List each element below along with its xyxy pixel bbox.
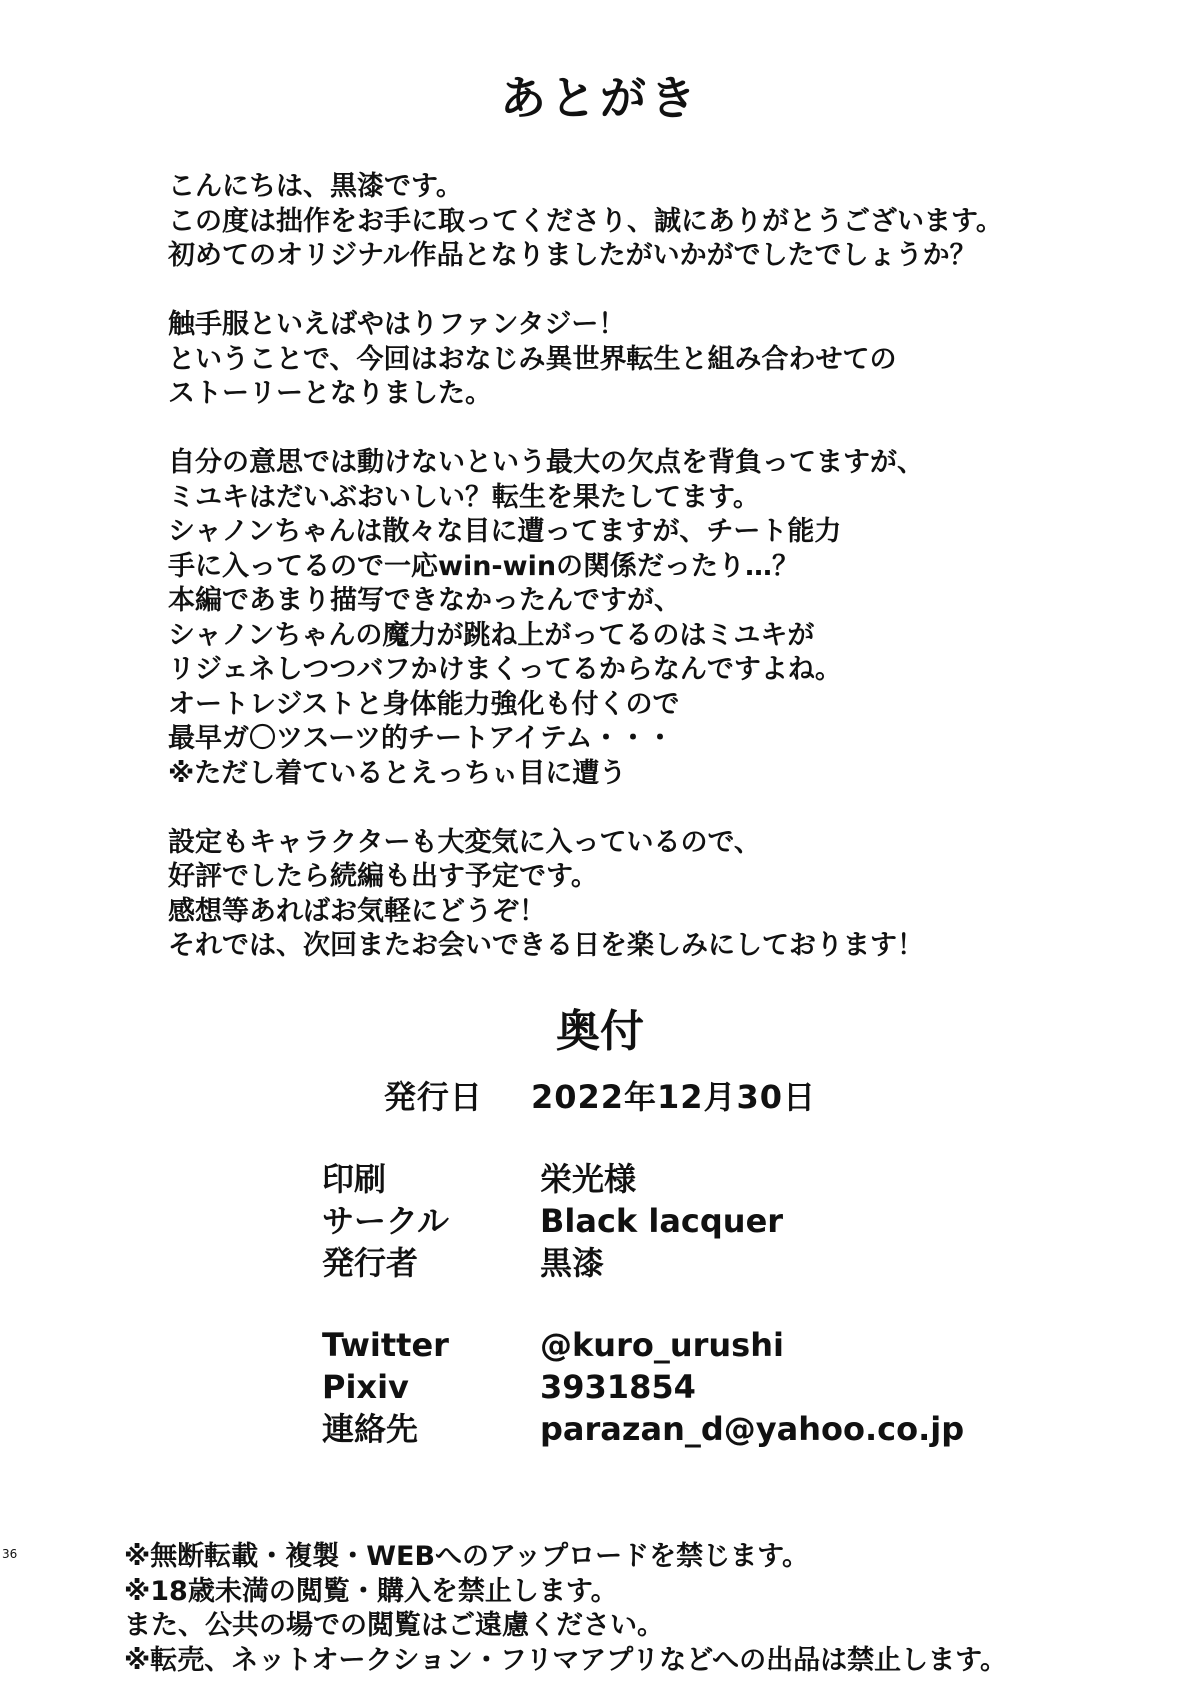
- print-row: [322, 1158, 1022, 1200]
- publisher-row: [322, 1242, 1022, 1284]
- afterword-paragraph: [168, 446, 1068, 791]
- publisher-label: 発行者: [322, 1244, 419, 1282]
- text-line: 好評でしたら続編も出す予定です。: [168, 861, 598, 892]
- contact-label: 連絡先: [322, 1410, 419, 1448]
- text-line: 設定もキャラクターも大変気に入っているので、: [168, 826, 761, 858]
- afterword-body: [168, 170, 1068, 998]
- afterword-paragraph: [168, 308, 1068, 412]
- print-value: 栄光様: [540, 1160, 637, 1198]
- text-line: シャノンちゃんは散々な目に遭ってますが、チート能力: [168, 516, 842, 547]
- text-line: こんにちは、黒漆です。: [168, 171, 463, 202]
- notice-line: ※18歳未満の閲覧・購入を禁止します。: [124, 1575, 618, 1607]
- text-line: 最早ガ〇ツスーツ的チートアイテム・・・: [168, 723, 674, 754]
- pixiv-row: [322, 1366, 1022, 1408]
- contact-value: parazan_d@yahoo.co.jp: [540, 1410, 965, 1448]
- text-line: この度は拙作をお手に取ってくださり、誠にありがとうございます。: [168, 205, 1003, 237]
- pixiv-value: 3931854: [540, 1368, 696, 1406]
- text-line: 初めてのオリジナル作品となりましたがいかがでしたでしょうか？: [168, 240, 977, 271]
- text-line: 感想等あればお気軽にどうぞ！: [168, 895, 546, 927]
- text-line: それでは、次回またお会いできる日を楽しみにしております！: [168, 930, 924, 961]
- notice-line: また、公共の場での閲覧はご遠慮ください。: [124, 1610, 664, 1641]
- text-line: 手に入ってるので一応win-winの関係だったり…？: [168, 550, 800, 582]
- colophon-info: [322, 1158, 1022, 1450]
- afterword-title: あとがき: [500, 71, 700, 125]
- spacer: [322, 1284, 1022, 1324]
- publication-date-value: 2022年12月30日: [530, 1078, 817, 1116]
- text-line: 本編であまり描写できなかったんですが、: [168, 585, 681, 616]
- print-label: 印刷: [322, 1160, 387, 1198]
- afterword-paragraph: [168, 170, 1068, 274]
- text-line: オートレジストと身体能力強化も付くので: [168, 688, 680, 720]
- twitter-value: @kuro_urushi: [540, 1326, 784, 1364]
- text-line: リジェネしつつバフかけまくってるからなんですよね。: [168, 654, 842, 685]
- text-line: 自分の意思では動けないという最大の欠点を背負ってますが、: [168, 447, 924, 478]
- circle-value: Black lacquer: [540, 1202, 784, 1240]
- text-line: ミユキはだいぶおいしい？転生を果たしてます。: [168, 481, 760, 513]
- text-line: シャノンちゃんの魔力が跳ね上がってるのはミユキが: [168, 619, 815, 651]
- text-line: 触手服といえばやはりファンタジー！: [168, 309, 626, 340]
- circle-row: [322, 1200, 1022, 1242]
- notice-line: ※無断転載・複製・WEBへのアップロードを禁じます。: [124, 1541, 810, 1572]
- text-line: ※ただし着ているとえっちぃ目に遭う: [168, 757, 627, 789]
- twitter-label: Twitter: [322, 1326, 449, 1364]
- contact-row: [322, 1408, 1022, 1450]
- publication-date-label: 発行日: [383, 1078, 483, 1116]
- pixiv-label: Pixiv: [322, 1368, 409, 1406]
- twitter-row: [322, 1324, 1022, 1366]
- afterword-paragraph: [168, 826, 1068, 964]
- page-number: 36: [2, 1547, 18, 1561]
- text-line: ということで、今回はおなじみ異世界転生と組み合わせての: [168, 343, 897, 375]
- text-line: ストーリーとなりました。: [168, 378, 492, 409]
- circle-label: サークル: [322, 1202, 450, 1240]
- colophon-title: 奥付: [556, 1006, 644, 1057]
- notice-line: ※転売、ネットオークション・フリマアプリなどへの出品は禁止します。: [124, 1644, 1007, 1676]
- publisher-value: 黒漆: [540, 1244, 605, 1282]
- notices: [124, 1540, 1124, 1678]
- publication-date: [0, 1072, 1200, 1118]
